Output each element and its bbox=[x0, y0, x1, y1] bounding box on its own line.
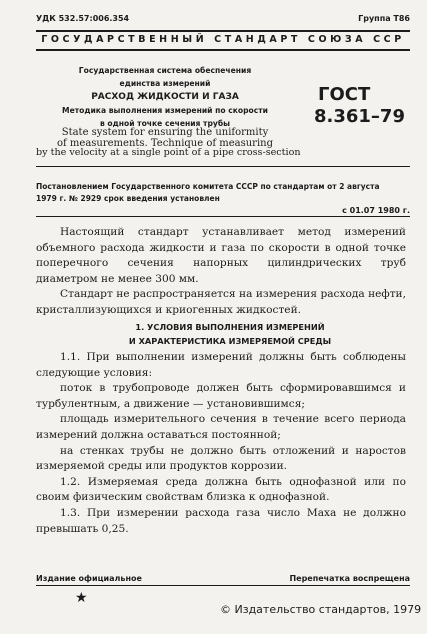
title-line: Методика выполнения измерений по скорости bbox=[62, 106, 268, 115]
gost-label: ГОСТ bbox=[318, 84, 371, 105]
title-line: в одной точке сечения трубы bbox=[99, 119, 231, 128]
title-en-line: of measurements. Technique of measuring bbox=[57, 137, 273, 149]
group-code: Группа Т86 bbox=[358, 14, 410, 23]
standard-banner: ГОСУДАРСТВЕННЫЙ СТАНДАРТ СОЮЗА ССР bbox=[41, 34, 405, 45]
title-main: РАСХОД ЖИДКОСТИ И ГАЗА bbox=[91, 92, 239, 102]
intro-text bbox=[36, 225, 406, 319]
paragraph: на стенках трубы не должно быть отложений и наростов измеряемой среды или продуктов коррозии. bbox=[36, 444, 406, 473]
paragraph: 1.3. При измерении расхода газа число Маха не должно превышать 0,25. bbox=[36, 506, 406, 535]
banner-rule bbox=[36, 49, 410, 51]
decree-line: 1979 г. № 2929 срок введения установлен bbox=[36, 194, 220, 203]
title-en-line: by the velocity at a single point of a pipe cross-section bbox=[36, 147, 301, 158]
udc-code: УДК 532.57:006.354 bbox=[36, 14, 130, 23]
title-rule bbox=[36, 166, 410, 167]
section-heading bbox=[80, 320, 380, 348]
title-block-en bbox=[50, 128, 280, 149]
title-block-ru bbox=[50, 64, 280, 130]
paragraph: площадь измерительного сечения в течение всего периода измерений должна оставаться постоянной; bbox=[36, 413, 406, 441]
paragraph: Стандарт не распространяется на измерения расхода нефти, кристаллизующихся и криогенных жидкостей. bbox=[36, 288, 406, 316]
title-en-line: State system for ensuring the uniformity bbox=[61, 127, 269, 138]
top-rule bbox=[36, 30, 410, 32]
title-line: Государственная система обеспечения bbox=[78, 66, 252, 75]
section-title-line: 1. УСЛОВИЯ ВЫПОЛНЕНИЯ ИЗМЕРЕНИЙ bbox=[135, 322, 325, 332]
star-icon: ★ bbox=[75, 590, 88, 606]
paragraph: Настоящий стандарт устанавливает метод измерений объемного расхода жидкости и газа по скорости в одной точке поперечного сечения напорных цилиндрических труб диаметром не менее 300 мм. bbox=[36, 226, 406, 285]
effective-date: с 01.07 1980 г. bbox=[342, 206, 410, 215]
paragraph: 1.1. При выполнении измерений должны быть соблюдены следующие условия: bbox=[36, 351, 406, 379]
section-text bbox=[36, 350, 406, 537]
official-edition: Издание официальное bbox=[36, 574, 142, 583]
gost-number: 8.361–79 bbox=[314, 106, 405, 127]
decree-line: Постановлением Государственного комитета СССР по стандартам от 2 августа bbox=[36, 182, 380, 191]
footer-rule bbox=[36, 585, 410, 586]
copyright: © Издательство стандартов, 1979 bbox=[220, 603, 422, 616]
paragraph: 1.2. Измеряемая среда должна быть однофазной или по своим физическим свойствам близка к однофазной. bbox=[36, 475, 406, 504]
title-line: единства измерений bbox=[119, 79, 211, 88]
decree-rule bbox=[36, 216, 410, 217]
paragraph: поток в трубопроводе должен быть сформировавшимся и турбулентным, а движение — установившимся; bbox=[36, 382, 406, 410]
reprint-notice: Перепечатка воспрещена bbox=[289, 574, 410, 583]
section-title-line: И ХАРАКТЕРИСТИКА ИЗМЕРЯЕМОЙ СРЕДЫ bbox=[128, 336, 332, 346]
